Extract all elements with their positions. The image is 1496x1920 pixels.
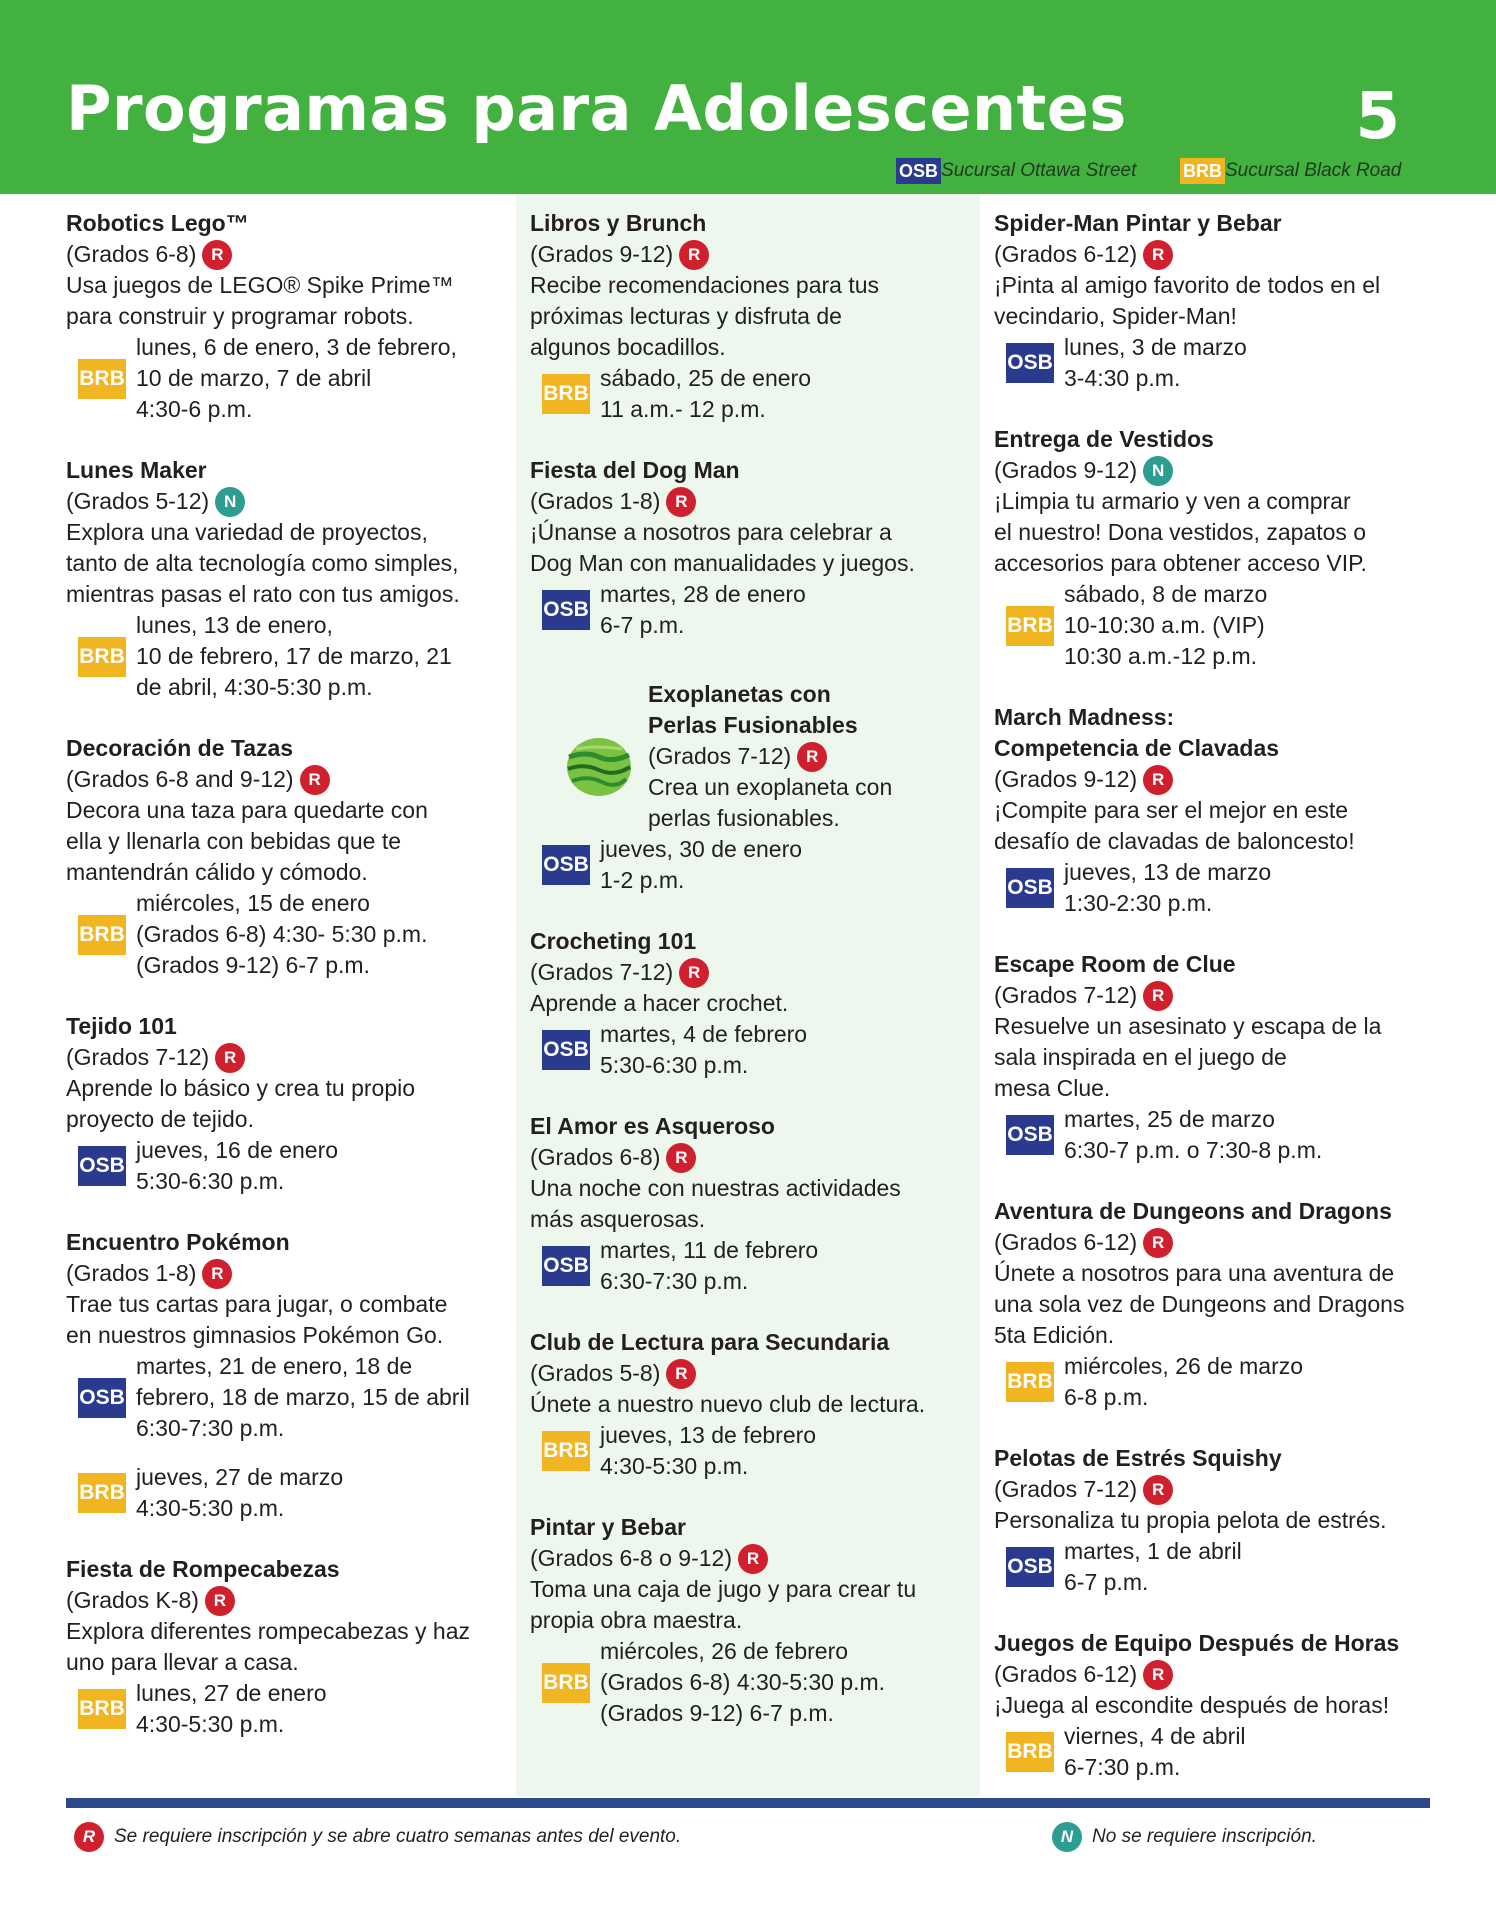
session-line: miércoles, 26 de marzo <box>1064 1353 1304 1379</box>
event-session <box>542 1420 980 1482</box>
registration-required-icon: R <box>738 1544 768 1574</box>
event-session <box>1006 332 1430 394</box>
event-description: ¡Compite para ser el mejor en este <box>994 797 1349 823</box>
event-description: Aprende a hacer crochet. <box>530 990 789 1016</box>
event-session <box>1006 857 1430 919</box>
registration-required-icon: R <box>679 240 709 270</box>
event-description: Aprende lo básico y crea tu propio <box>66 1075 416 1101</box>
event-session <box>78 332 506 425</box>
session-details <box>1064 1104 1322 1166</box>
grades-text: (Grados 7-12) <box>994 982 1138 1008</box>
event-description: Resuelve un asesinato y escapa de la <box>994 1013 1382 1039</box>
event-grades <box>530 1142 980 1173</box>
session-line: sábado, 8 de marzo <box>1064 581 1268 607</box>
grades-text: (Grados K-8) <box>66 1587 199 1613</box>
session-line: viernes, 4 de abril <box>1064 1723 1246 1749</box>
brb-location-tag: BRB <box>78 1689 126 1729</box>
brb-label: Sucursal Black Road <box>1225 160 1402 181</box>
event-description: Toma una caja de jugo y para crear tu <box>530 1576 917 1602</box>
grades-text: (Grados 6-8) <box>66 241 197 267</box>
session-line: 4:30-6 p.m. <box>136 396 253 422</box>
event-description: próximas lecturas y disfruta de <box>530 303 842 329</box>
grades-text: (Grados 9-12) <box>994 457 1138 483</box>
page-title: Programas para Adolescentes <box>66 72 1127 145</box>
event-item <box>530 455 980 641</box>
event-grades <box>648 741 980 772</box>
event-title: Fiesta del Dog Man <box>530 457 740 483</box>
event-grades <box>530 239 980 270</box>
event-session <box>78 1678 506 1740</box>
event-description: Explora diferentes rompecabezas y haz <box>66 1618 470 1644</box>
page-number: 5 <box>1355 80 1400 154</box>
event-description: una sola vez de Dungeons and Dragons <box>994 1291 1405 1317</box>
event-title: Crocheting 101 <box>530 928 697 954</box>
event-description: propia obra maestra. <box>530 1607 743 1633</box>
registration-required-icon: R <box>1143 1660 1173 1690</box>
event-item <box>66 1227 506 1524</box>
event-grades <box>66 1258 506 1289</box>
event-description: Únete a nuestro nuevo club de lectura. <box>530 1391 926 1417</box>
session-details <box>600 363 811 425</box>
event-item <box>994 208 1430 394</box>
event-session <box>1006 1721 1430 1783</box>
event-grades <box>66 239 506 270</box>
event-item <box>66 208 506 425</box>
session-line: 6:30-7 p.m. o 7:30-8 p.m. <box>1064 1137 1323 1163</box>
event-item <box>994 1196 1430 1413</box>
event-title: March Madness: <box>994 704 1175 730</box>
osb-location-tag: OSB <box>1006 343 1054 383</box>
session-details <box>1064 1721 1246 1783</box>
osb-location-tag: OSB <box>542 1030 590 1070</box>
column-3 <box>980 194 1430 1796</box>
session-line: (Grados 9-12) 6-7 p.m. <box>600 1700 834 1726</box>
event-grades <box>66 764 506 795</box>
session-line: 11 a.m.- 12 p.m. <box>600 396 766 422</box>
brb-location-tag: BRB <box>78 637 126 677</box>
legend-osb <box>896 156 1136 186</box>
brb-location-tag: BRB <box>542 1431 590 1471</box>
osb-location-tag: OSB <box>1006 1547 1054 1587</box>
event-grades <box>994 980 1430 1011</box>
registration-required-icon: R <box>1143 240 1173 270</box>
footer-required <box>74 1822 681 1852</box>
session-line: miércoles, 26 de febrero <box>600 1638 849 1664</box>
session-line: jueves, 30 de enero <box>600 836 803 862</box>
session-details <box>1064 1351 1303 1413</box>
session-details <box>600 834 802 896</box>
event-description: algunos bocadillos. <box>530 334 726 360</box>
session-line: lunes, 27 de enero <box>136 1680 327 1706</box>
event-session <box>1006 1104 1430 1166</box>
session-line: (Grados 9-12) 6-7 p.m. <box>136 952 370 978</box>
event-description: Decora una taza para quedarte con <box>66 797 428 823</box>
session-details <box>136 1135 338 1197</box>
event-description: Personaliza tu propia pelota de estrés. <box>994 1507 1387 1533</box>
osb-tag: OSB <box>896 158 941 184</box>
session-details <box>600 1235 818 1297</box>
brb-location-tag: BRB <box>78 1473 126 1513</box>
session-line: martes, 28 de enero <box>600 581 806 607</box>
event-item <box>66 1554 506 1740</box>
event-title: Escape Room de Clue <box>994 951 1236 977</box>
session-line: lunes, 13 de enero, <box>136 612 333 638</box>
event-description: 5ta Edición. <box>994 1322 1115 1348</box>
event-title: Exoplanetas con <box>648 681 831 707</box>
event-grades <box>994 1474 1430 1505</box>
session-line: 6-7 p.m. <box>600 612 685 638</box>
event-session <box>78 1462 506 1524</box>
event-item <box>994 1443 1430 1598</box>
registration-required-icon: R <box>666 1143 696 1173</box>
registration-required-icon: R <box>1143 1475 1173 1505</box>
session-line: 10:30 a.m.-12 p.m. <box>1064 643 1258 669</box>
event-title: Entrega de Vestidos <box>994 426 1214 452</box>
event-description: en nuestros gimnasios Pokémon Go. <box>66 1322 444 1348</box>
registration-required-icon: R <box>1143 981 1173 1011</box>
session-line: 5:30-6:30 p.m. <box>600 1052 749 1078</box>
event-item <box>994 1628 1430 1783</box>
event-description: mantendrán cálido y cómodo. <box>66 859 368 885</box>
grades-text: (Grados 7-12) <box>530 959 674 985</box>
session-line: miércoles, 15 de enero <box>136 890 370 916</box>
grades-text: (Grados 1-8) <box>530 488 661 514</box>
event-session <box>78 1135 506 1197</box>
column-1 <box>66 194 506 1796</box>
session-line: 10 de febrero, 17 de marzo, 21 <box>136 643 452 669</box>
event-item <box>66 733 506 981</box>
event-grades <box>530 957 980 988</box>
event-description: más asquerosas. <box>530 1206 706 1232</box>
event-grades <box>66 1042 506 1073</box>
event-description: ¡Únanse a nosotros para celebrar a <box>530 519 892 545</box>
session-line: 1:30-2:30 p.m. <box>1064 890 1213 916</box>
osb-label: Sucursal Ottawa Street <box>941 160 1137 181</box>
registration-required-icon: R <box>215 1043 245 1073</box>
event-session <box>78 1351 506 1444</box>
session-line: jueves, 13 de marzo <box>1064 859 1272 885</box>
session-line: 4:30-5:30 p.m. <box>600 1453 749 1479</box>
event-grades <box>530 1358 980 1389</box>
not-required-badge-icon: N <box>1052 1822 1082 1852</box>
grades-text: (Grados 7-12) <box>66 1044 210 1070</box>
event-title: Lunes Maker <box>66 457 207 483</box>
event-session <box>1006 579 1430 672</box>
session-line: lunes, 6 de enero, 3 de febrero, <box>136 334 457 360</box>
event-grades <box>994 1659 1430 1690</box>
event-description: Únete a nosotros para una aventura de <box>994 1260 1395 1286</box>
event-description: Trae tus cartas para jugar, o combate <box>66 1291 448 1317</box>
session-line: (Grados 6-8) 4:30- 5:30 p.m. <box>136 921 428 947</box>
bottom-divider <box>66 1798 1430 1808</box>
brb-location-tag: BRB <box>1006 1732 1054 1772</box>
exoplanet-icon <box>566 737 632 797</box>
event-description: para construir y programar robots. <box>66 303 414 329</box>
session-line: febrero, 18 de marzo, 15 de abril <box>136 1384 470 1410</box>
session-line: 1-2 p.m. <box>600 867 685 893</box>
session-line: 3-4:30 p.m. <box>1064 365 1181 391</box>
event-item <box>994 424 1430 672</box>
osb-location-tag: OSB <box>542 590 590 630</box>
grades-text: (Grados 6-8 o 9-12) <box>530 1545 732 1571</box>
session-details <box>1064 1536 1242 1598</box>
session-details <box>600 1636 885 1729</box>
session-line: 6:30-7:30 p.m. <box>600 1268 749 1294</box>
registration-required-icon: R <box>205 1586 235 1616</box>
event-description: Dog Man con manualidades y juegos. <box>530 550 915 576</box>
footer-required-text: Se requiere inscripción y se abre cuatro semanas antes del evento. <box>114 1826 682 1847</box>
session-line: martes, 21 de enero, 18 de <box>136 1353 413 1379</box>
session-line: sábado, 25 de enero <box>600 365 812 391</box>
session-line: 4:30-5:30 p.m. <box>136 1495 285 1521</box>
event-description: Una noche con nuestras actividades <box>530 1175 901 1201</box>
event-session <box>1006 1351 1430 1413</box>
session-line: martes, 1 de abril <box>1064 1538 1242 1564</box>
session-line: lunes, 3 de marzo <box>1064 334 1247 360</box>
event-description: ¡Pinta al amigo favorito de todos en el <box>994 272 1381 298</box>
brb-location-tag: BRB <box>542 1663 590 1703</box>
session-line: jueves, 27 de marzo <box>136 1464 344 1490</box>
session-details <box>136 332 457 425</box>
event-session <box>1006 1536 1430 1598</box>
event-description: desafío de clavadas de baloncesto! <box>994 828 1355 854</box>
grades-text: (Grados 6-8) <box>530 1144 661 1170</box>
session-line: 10 de marzo, 7 de abril <box>136 365 372 391</box>
event-description: perlas fusionables. <box>648 805 840 831</box>
no-registration-icon: N <box>1143 456 1173 486</box>
event-grades <box>994 764 1430 795</box>
event-session <box>542 1235 980 1297</box>
event-description: mientras pasas el rato con tus amigos. <box>66 581 460 607</box>
brb-location-tag: BRB <box>1006 1362 1054 1402</box>
osb-location-tag: OSB <box>78 1146 126 1186</box>
event-item <box>994 702 1430 919</box>
brb-tag: BRB <box>1180 158 1225 184</box>
page-header <box>0 0 1496 194</box>
session-details <box>1064 579 1267 672</box>
session-details <box>136 610 452 703</box>
event-description: ¡Juega al escondite después de horas! <box>994 1692 1390 1718</box>
session-details <box>136 1462 343 1524</box>
event-description: ella y llenarla con bebidas que te <box>66 828 402 854</box>
event-item <box>530 679 980 896</box>
registration-required-icon: R <box>300 765 330 795</box>
event-grades <box>994 455 1430 486</box>
event-item <box>530 1111 980 1297</box>
grades-text: (Grados 5-8) <box>530 1360 661 1386</box>
event-session <box>542 1019 980 1081</box>
registration-required-icon: R <box>1143 765 1173 795</box>
event-item <box>530 1512 980 1729</box>
session-line: martes, 25 de marzo <box>1064 1106 1275 1132</box>
event-title: Robotics Lego™ <box>66 210 249 236</box>
event-title: Spider-Man Pintar y Bebar <box>994 210 1282 236</box>
event-description: uno para llevar a casa. <box>66 1649 299 1675</box>
event-title-line2: Competencia de Clavadas <box>994 735 1280 761</box>
brb-location-tag: BRB <box>78 915 126 955</box>
footer-not-required <box>1052 1822 1317 1852</box>
event-grades <box>530 1543 980 1574</box>
event-item <box>66 1011 506 1197</box>
grades-text: (Grados 6-12) <box>994 1661 1138 1687</box>
event-title: Juegos de Equipo Después de Horas <box>994 1630 1400 1656</box>
event-session <box>542 834 980 896</box>
event-title: Encuentro Pokémon <box>66 1229 290 1255</box>
event-title: Fiesta de Rompecabezas <box>66 1556 340 1582</box>
brb-location-tag: BRB <box>1006 606 1054 646</box>
legend-brb <box>1180 156 1401 186</box>
session-line: jueves, 13 de febrero <box>600 1422 817 1448</box>
event-description: vecindario, Spider-Man! <box>994 303 1237 329</box>
event-description: Recibe recomendaciones para tus <box>530 272 880 298</box>
session-line: 5:30-6:30 p.m. <box>136 1168 285 1194</box>
event-item <box>530 926 980 1081</box>
event-title: Tejido 101 <box>66 1013 177 1039</box>
session-details <box>136 1351 470 1444</box>
session-details <box>600 1420 816 1482</box>
event-title: Decoración de Tazas <box>66 735 294 761</box>
event-grades <box>530 486 980 517</box>
session-line: martes, 4 de febrero <box>600 1021 808 1047</box>
registration-required-icon: R <box>1143 1228 1173 1258</box>
event-session <box>78 610 506 703</box>
event-item <box>994 949 1430 1166</box>
event-item <box>530 208 980 425</box>
grades-text: (Grados 7-12) <box>994 1476 1138 1502</box>
session-line: 6-7 p.m. <box>1064 1569 1149 1595</box>
event-description: sala inspirada en el juego de <box>994 1044 1287 1070</box>
session-line: martes, 11 de febrero <box>600 1237 819 1263</box>
event-description: el nuestro! Dona vestidos, zapatos o <box>994 519 1367 545</box>
session-line: 6-8 p.m. <box>1064 1384 1149 1410</box>
session-details <box>136 888 427 981</box>
event-title: Club de Lectura para Secundaria <box>530 1329 890 1355</box>
event-description: mesa Clue. <box>994 1075 1111 1101</box>
no-registration-icon: N <box>215 487 245 517</box>
registration-required-icon: R <box>666 1359 696 1389</box>
session-line: 4:30-5:30 p.m. <box>136 1711 285 1737</box>
session-line: de abril, 4:30-5:30 p.m. <box>136 674 373 700</box>
event-title: Pintar y Bebar <box>530 1514 686 1540</box>
event-description: tanto de alta tecnología como simples, <box>66 550 459 576</box>
osb-location-tag: OSB <box>1006 868 1054 908</box>
grades-text: (Grados 1-8) <box>66 1260 197 1286</box>
footer-not-required-text: No se requiere inscripción. <box>1092 1826 1317 1847</box>
event-description: ¡Limpia tu armario y ven a comprar <box>994 488 1351 514</box>
registration-required-icon: R <box>666 487 696 517</box>
grades-text: (Grados 9-12) <box>530 241 674 267</box>
exoplanet-text-block <box>648 679 980 834</box>
event-session <box>542 1636 980 1729</box>
event-description: proyecto de tejido. <box>66 1106 254 1132</box>
grades-text: (Grados 7-12) <box>648 743 792 769</box>
registration-required-icon: R <box>679 958 709 988</box>
event-item <box>530 1327 980 1482</box>
registration-required-icon: R <box>202 1259 232 1289</box>
grades-text: (Grados 5-12) <box>66 488 210 514</box>
brb-location-tag: BRB <box>542 374 590 414</box>
session-line: 10-10:30 a.m. (VIP) <box>1064 612 1265 638</box>
osb-location-tag: OSB <box>542 845 590 885</box>
session-line: (Grados 6-8) 4:30-5:30 p.m. <box>600 1669 886 1695</box>
column-2 <box>516 194 980 1796</box>
grades-text: (Grados 9-12) <box>994 766 1138 792</box>
session-details <box>600 579 806 641</box>
registration-required-icon: R <box>202 240 232 270</box>
session-details <box>1064 857 1271 919</box>
grades-text: (Grados 6-12) <box>994 1229 1138 1255</box>
session-line: jueves, 16 de enero <box>136 1137 339 1163</box>
event-description: Explora una variedad de proyectos, <box>66 519 428 545</box>
session-details <box>1064 332 1247 394</box>
session-details <box>136 1678 327 1740</box>
brb-location-tag: BRB <box>78 359 126 399</box>
grades-text: (Grados 6-8 and 9-12) <box>66 766 294 792</box>
event-grades <box>66 486 506 517</box>
session-details <box>600 1019 807 1081</box>
osb-location-tag: OSB <box>1006 1115 1054 1155</box>
event-description: Crea un exoplaneta con <box>648 774 893 800</box>
session-line: 6:30-7:30 p.m. <box>136 1415 285 1441</box>
event-title: Aventura de Dungeons and Dragons <box>994 1198 1392 1224</box>
event-session <box>542 363 980 425</box>
event-description: accesorios para obtener acceso VIP. <box>994 550 1367 576</box>
event-title: Pelotas de Estrés Squishy <box>994 1445 1282 1471</box>
required-badge-icon: R <box>74 1822 104 1852</box>
registration-required-icon: R <box>797 742 827 772</box>
event-grades <box>994 1227 1430 1258</box>
event-grades <box>994 239 1430 270</box>
grades-text: (Grados 6-12) <box>994 241 1138 267</box>
event-description: Usa juegos de LEGO® Spike Prime™ <box>66 272 454 298</box>
event-grades <box>66 1585 506 1616</box>
event-title: El Amor es Asqueroso <box>530 1113 775 1139</box>
event-title-line2: Perlas Fusionables <box>648 712 858 738</box>
event-item <box>66 455 506 703</box>
event-session <box>542 579 980 641</box>
session-line: 6-7:30 p.m. <box>1064 1754 1181 1780</box>
osb-location-tag: OSB <box>78 1378 126 1418</box>
event-session <box>78 888 506 981</box>
osb-location-tag: OSB <box>542 1246 590 1286</box>
event-title: Libros y Brunch <box>530 210 707 236</box>
